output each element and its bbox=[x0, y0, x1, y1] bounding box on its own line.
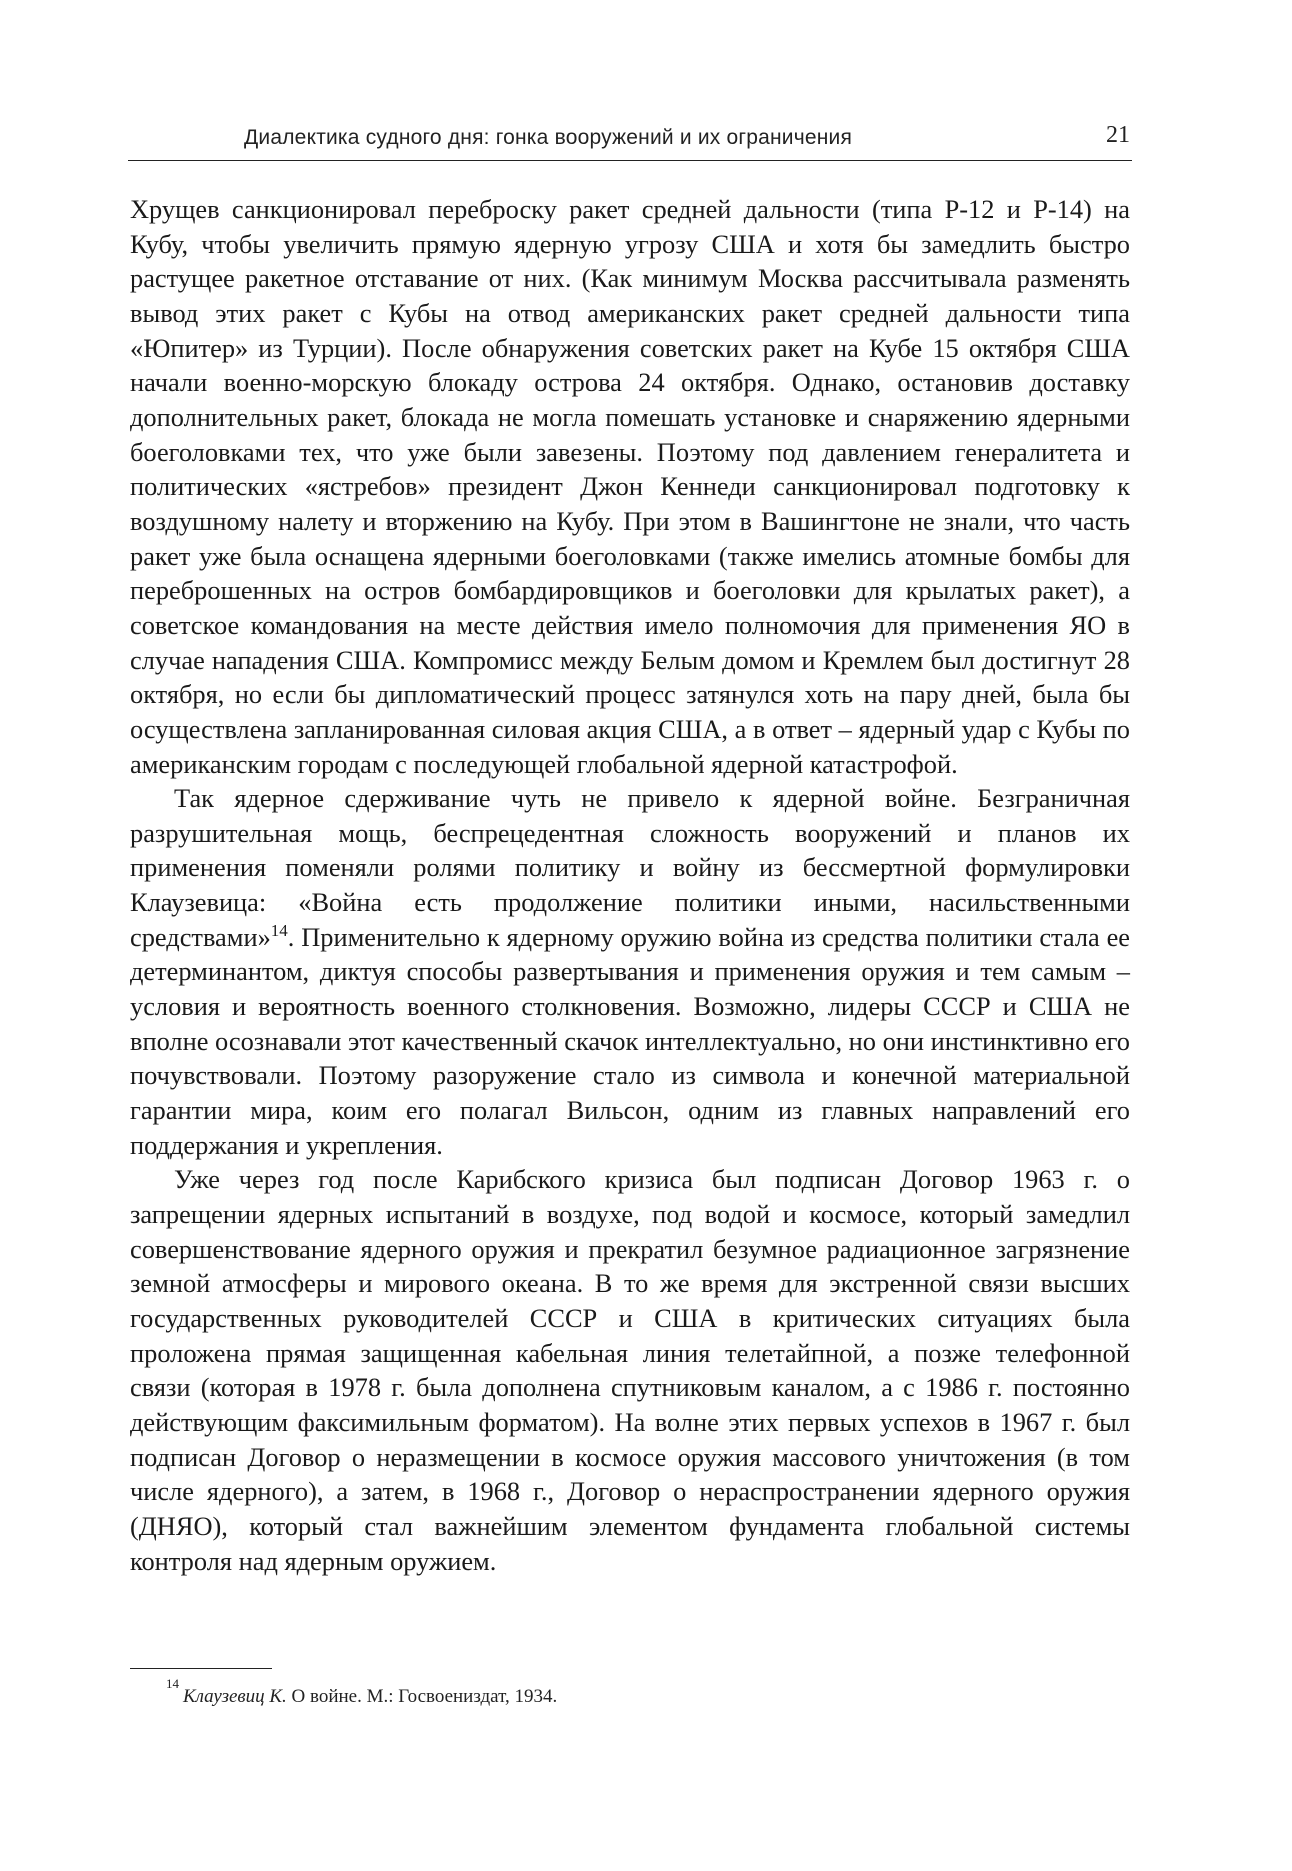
paragraph-2 bbox=[130, 781, 1130, 1162]
footnote-divider bbox=[130, 1668, 272, 1669]
body-text bbox=[130, 192, 1130, 1578]
page-number: 21 bbox=[1106, 122, 1130, 148]
paragraph-2-continuation: . Применительно к ядерному оружию война из средства политики стала ее детерминантом, диктуя способы развертывания и применения оружия и тем самым – условия и вероятность военного столкновения. Возможно, лидеры СССР и США не вполне осознавали этот качественный скачок интеллектуально, но они инстинктивно его почувствовали. Поэтому разоружение стало из символа и конечной материальной гарантии мира, коим его полагал Вильсон, одним из главных направлений его поддержания и укрепления. bbox=[130, 921, 1130, 1160]
paragraph-3: Уже через год после Карибского кризиса был подписан Договор 1963 г. о запрещении ядерных испытаний в воздухе, под водой и космосе, который замедлил совершенствование ядерного оружия и прекратил безумное радиационное загрязнение земной атмосферы и мирового океана. В то же время для экстренной связи высших государственных руководителей СССР и США в критических ситуациях была проложена прямая защищенная кабельная линия телетайпной, а позже телефонной связи (которая в 1978 г. была дополнена спутниковым каналом, а с 1986 г. постоянно действующим факсимильным форматом). На волне этих первых успехов в 1967 г. был подписан Договор о неразмещении в космосе оружия массового уничтожения (в том числе ядерного), а затем, в 1968 г., Договор о нераспространении ядерного оружия (ДНЯО), который стал важнейшим элементом фундамента глобальной системы контроля над ядерным оружием. bbox=[130, 1164, 1130, 1576]
paragraph-1: Хрущев санкционировал переброску ракет средней дальности (типа Р-12 и Р-14) на Кубу, чтобы увеличить прямую ядерную угрозу США и хотя бы замедлить быстро растущее ракетное отставание от них. (Как минимум Москва рассчитывала разменять вывод этих ракет с Кубы на отвод американских ракет средней дальности типа «Юпитер» из Турции). После обнаружения советских ракет на Кубе 15 октября США начали военно-морскую блокаду острова 24 октября. Однако, остановив доставку дополнительных ракет, блокада не могла помешать установке и снаряжению ядерными боеголовками тех, что уже были завезены. Поэтому под давлением генералитета и политических «ястребов» президент Джон Кеннеди санкционировал подготовку к воздушному налету и вторжению на Кубу. При этом в Вашингтоне не знали, что часть ракет уже была оснащена ядерными боеголовками (также имелись атомные бомбы для переброшенных на остров бомбардировщиков и боеголовки для крылатых ракет), а советское командования на месте действия имело полномочия для применения ЯО в случае нападения США. Компромисс между Белым домом и Кремлем был достигнут 28 октября, но если бы дипломатический процесс затянулся хоть на пару дней, была бы осуществлена запланированная силовая акция США, а в ответ – ядерный удар с Кубы по американским городам с последующей глобальной ядерной катастрофой. bbox=[130, 194, 1130, 779]
footnote bbox=[166, 1675, 558, 1708]
footnote-author: Клаузевиц К. bbox=[183, 1686, 287, 1707]
running-header bbox=[128, 120, 1132, 161]
footnote-number: 14 bbox=[166, 1675, 179, 1691]
footnote-reference: 14 bbox=[270, 920, 288, 940]
running-title: Диалектика судного дня: гонка вооружений и их ограничения bbox=[244, 126, 853, 149]
paragraph-2-text: Так ядерное сдерживание чуть не привело к ядерной войне. Безграничная разрушительная мощь, беспрецедентная сложность вооружений и планов их применения поменяли ролями политику и войну из бессмертной формулировки Клаузевица: «Война есть продолжение политики иными, насильственными средствами» bbox=[130, 783, 1130, 952]
footnote-text: О войне. М.: Госвоениздат, 1934. bbox=[286, 1686, 558, 1707]
